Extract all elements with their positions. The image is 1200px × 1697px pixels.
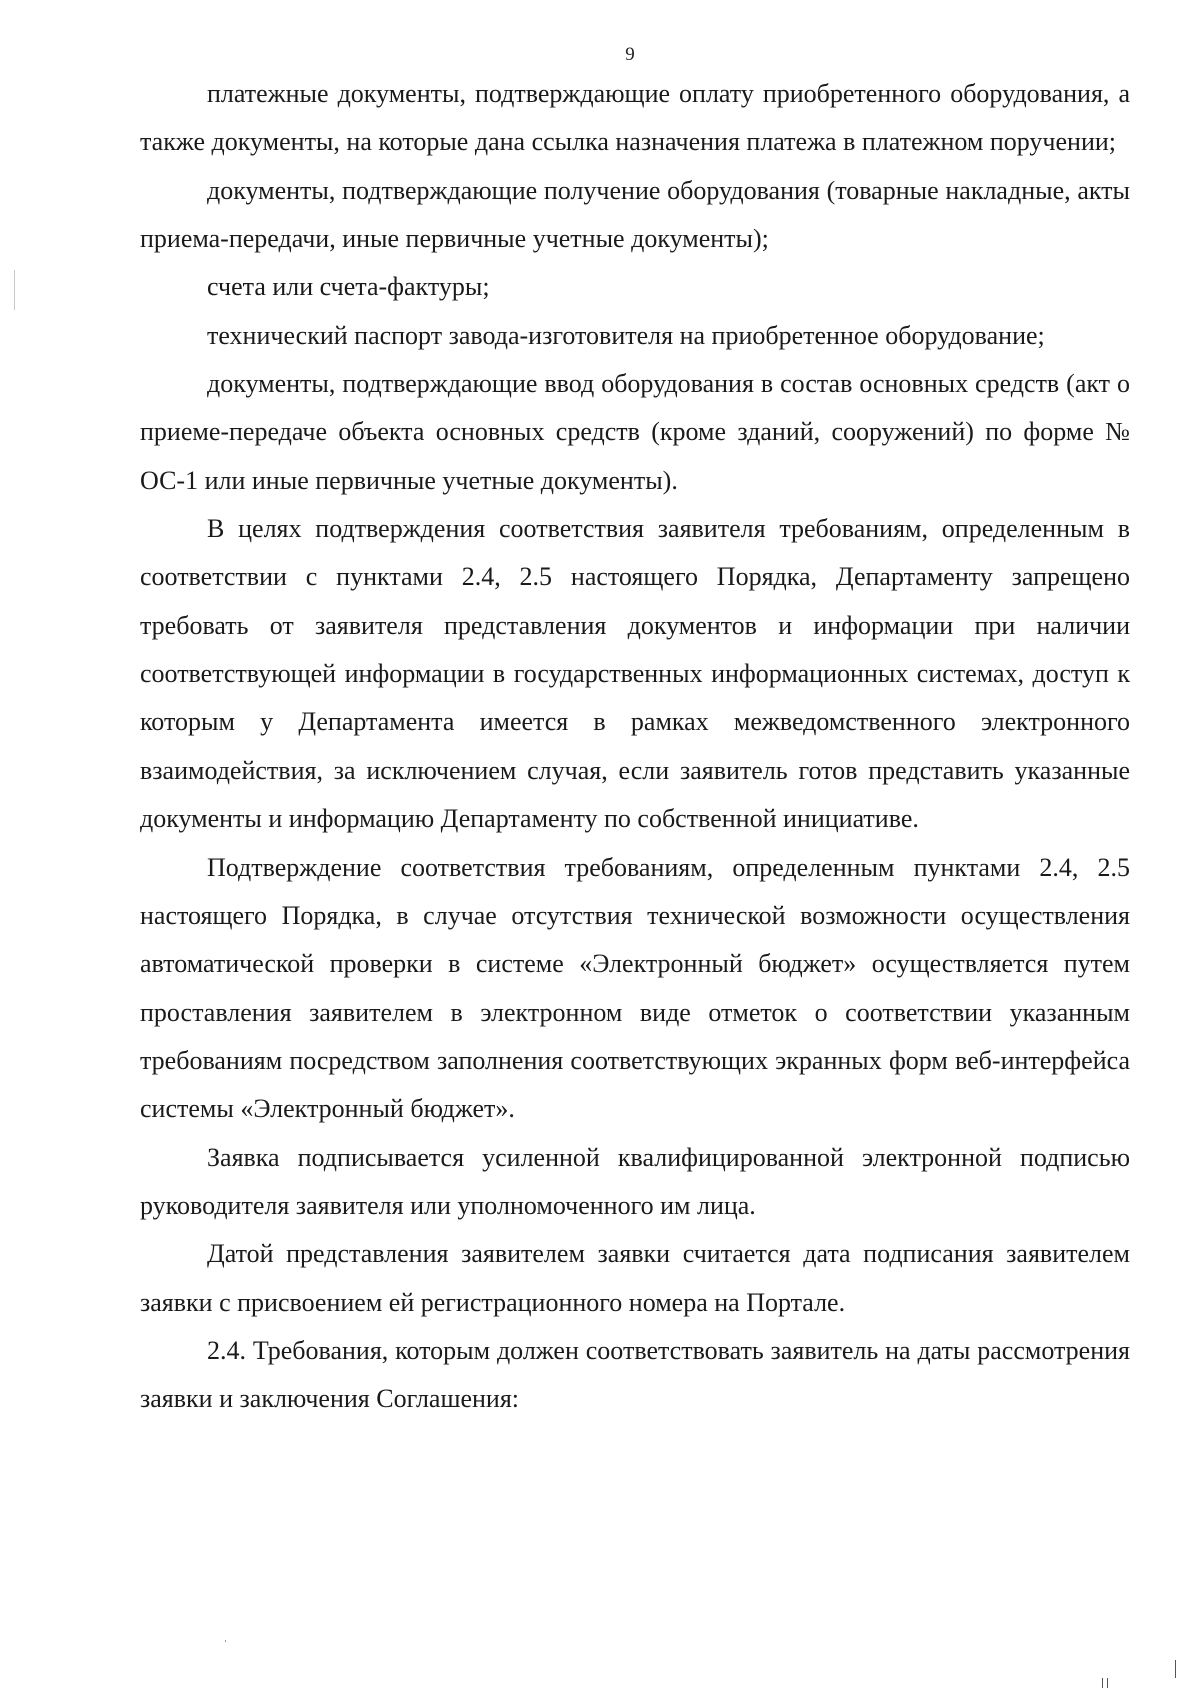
page-number: 9 — [625, 44, 635, 65]
paragraph-invoices: счета или счета-фактуры; — [207, 272, 490, 302]
paragraph-submission-date: Датой представления заявителем заявки считается дата подписания заявителем заявки с присвоением ей регистрационного номера на Портале. — [140, 1239, 1130, 1317]
scan-artifact — [225, 1640, 226, 1642]
paragraph-compliance-confirmation: Подтверждение соответствия требованиям, определенным пунктами 2.4, 2.5 настоящего Порядка, в случае отсутствия технической возможности осуществления автоматической проверки в системе «Электронный бюджет» осуществляется путем проставления заявителем в электронном виде отметок о соответствии указанным требованиям посредством заполнения соответствующих экранных форм веб-интерфейса системы «Электронный бюджет». — [140, 852, 1130, 1124]
scan-artifact — [1102, 1678, 1103, 1688]
paragraph-fixed-assets: документы, подтверждающие ввод оборудования в состав основных средств (акт о приеме-передаче объекта основных средств (кроме зданий, сооружений) по форме № ОС-1 или иные первичные учетные документы). — [140, 369, 1130, 495]
paragraph-payment-documents: платежные документы, подтверждающие оплату приобретенного оборудования, а также документы, на которые дана ссылка назначения платежа в платежном поручении; — [140, 79, 1130, 157]
paragraph-technical-passport: технический паспорт завода-изготовителя на приобретенное оборудование; — [207, 320, 1045, 350]
document-body — [140, 70, 1130, 1424]
scan-artifact — [14, 270, 15, 310]
paragraph-interagency-prohibition: В целях подтверждения соответствия заявителя требованиям, определенным в соответствии с пунктами 2.4, 2.5 настоящего Порядка, Департаменту запрещено требовать от заявителя представления документов и информации при наличии соответствующей информации в государственных информационных системах, доступ к которым у Департамента имеется в рамках межведомственного электронного взаимодействия, за исключением случая, если заявитель готов представить указанные документы и информацию Департаменту по собственной инициативе. — [140, 514, 1130, 834]
paragraph-equipment-receipt: документы, подтверждающие получение оборудования (товарные накладные, акты приема-передачи, иные первичные учетные документы); — [140, 175, 1130, 254]
scan-artifact — [1175, 1660, 1176, 1678]
paragraph-section-2-4: 2.4. Требования, которым должен соответствовать заявитель на даты рассмотрения заявки и заключения Соглашения: — [140, 1335, 1130, 1414]
scan-artifact — [1107, 1678, 1108, 1688]
paragraph-electronic-signature: Заявка подписывается усиленной квалифицированной электронной подписью руководителя заявителя или уполномоченного им лица. — [140, 1142, 1130, 1220]
